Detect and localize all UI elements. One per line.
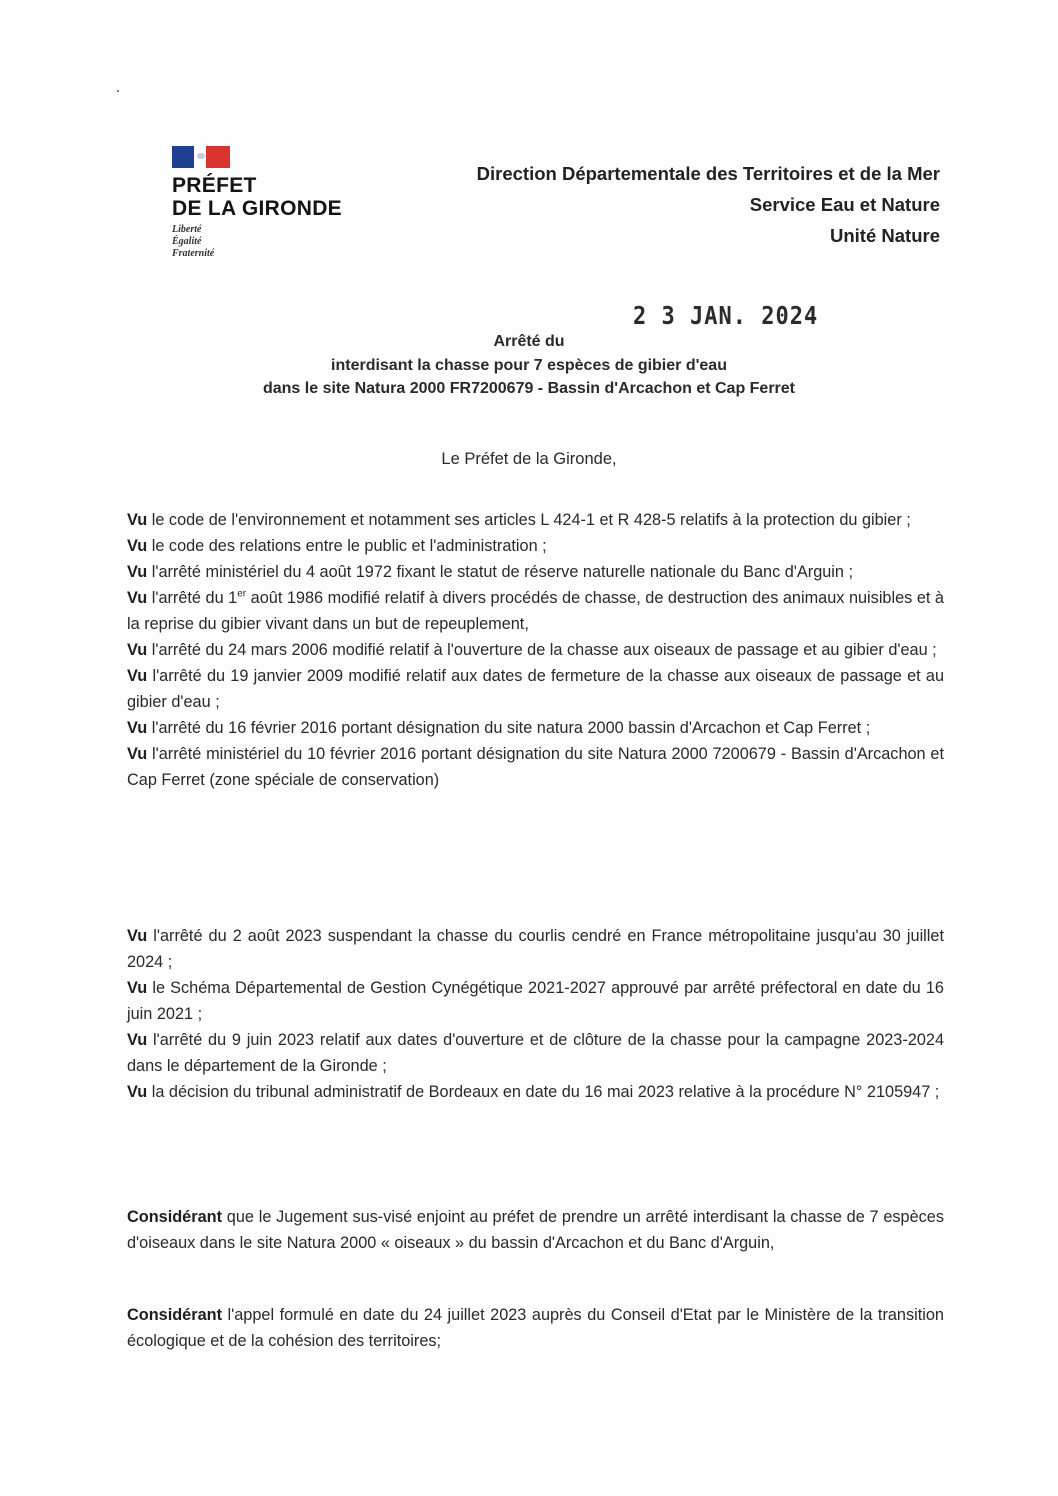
vu-item: Vu l'arrêté du 24 mars 2006 modifié relatif à l'ouverture de la chasse aux oiseaux de passage et au gibier d'eau ; <box>127 641 937 659</box>
vu-item: Vu l'arrêté du 9 juin 2023 relatif aux dates d'ouverture et de clôture de la chasse pour la campagne 2023-2024 dans le département de la Gironde ; <box>127 1031 944 1075</box>
logo-line2: DE LA GIRONDE <box>172 197 342 220</box>
vu-block-2 <box>127 923 944 1105</box>
vu-item: Vu l'arrêté du 1er août 1986 modifié relatif à divers procédés de chasse, de destruction des animaux nuisibles et à la reprise du gibier vivant dans un but de repeuplement, <box>127 588 944 633</box>
motto-liberte: Liberté <box>172 224 202 235</box>
motto-fraternite: Fraternité <box>172 248 215 259</box>
prefecture-logo <box>172 146 372 260</box>
vu-item: Vu le code des relations entre le public et l'administration ; <box>127 537 547 555</box>
header-service: Service Eau et Nature <box>749 194 940 215</box>
vu-item: Vu l'arrêté du 19 janvier 2009 modifié relatif aux dates de fermeture de la chasse aux oiseaux de passage et au gibier d'eau ; <box>127 667 944 711</box>
logo-motto <box>172 224 372 260</box>
date-stamp: 2 3 JAN. 2024 <box>633 302 819 331</box>
vu-item: Vu l'arrêté du 16 février 2016 portant désignation du site natura 2000 bassin d'Arcachon et Cap Ferret ; <box>127 719 871 737</box>
considerant-1: Considérant que le Jugement sus-visé enjoint au préfet de prendre un arrêté interdisant la chasse de 7 espèces d'oiseaux dans le site Natura 2000 « oiseaux » du bassin d'Arcachon et du Banc d'Arguin, <box>127 1208 944 1252</box>
header-direction: Direction Départementale des Territoires et de la Mer <box>476 163 940 184</box>
considerant-2: Considérant l'appel formulé en date du 24 juillet 2023 auprès du Conseil d'Etat par le Ministère de la transition écologique et de la cohésion des territoires; <box>127 1306 944 1350</box>
marianne-flag-icon <box>172 146 230 168</box>
vu-item: Vu le code de l'environnement et notamment ses articles L 424-1 et R 428-5 relatifs à la protection du gibier ; <box>127 511 911 529</box>
prefet-heading: Le Préfet de la Gironde, <box>441 450 617 468</box>
vu-item: Vu l'arrêté du 2 août 2023 suspendant la chasse du courlis cendré en France métropolitaine jusqu'au 30 juillet 2024 ; <box>127 927 944 971</box>
title-line3: dans le site Natura 2000 FR7200679 - Bassin d'Arcachon et Cap Ferret <box>262 380 796 397</box>
vu-item: Vu l'arrêté ministériel du 10 février 2016 portant désignation du site Natura 2000 7200679 - Bassin d'Arcachon et Cap Ferret (zone spéciale de conservation) <box>127 745 944 789</box>
motto-egalite: Égalité <box>172 236 202 247</box>
issuing-service-header <box>477 158 940 251</box>
title-line1: Arrêté du <box>493 333 565 350</box>
vu-item: Vu le Schéma Départemental de Gestion Cynégétique 2021-2027 approuvé par arrêté préfectoral en date du 16 juin 2021 ; <box>127 979 944 1023</box>
logo-line1: PRÉFET <box>172 174 257 197</box>
title-line2: interdisant la chasse pour 7 espèces de gibier d'eau <box>331 356 727 374</box>
vu-block-1 <box>127 507 944 793</box>
document-title <box>130 330 928 401</box>
vu-item: Vu l'arrêté ministériel du 4 août 1972 fixant le statut de réserve naturelle nationale du Banc d'Arguin ; <box>127 563 854 581</box>
header-unit: Unité Nature <box>830 225 940 246</box>
vu-item: Vu la décision du tribunal administratif de Bordeaux en date du 16 mai 2023 relative à la procédure N° 2105947 ; <box>127 1083 940 1101</box>
scan-speck <box>117 90 119 92</box>
